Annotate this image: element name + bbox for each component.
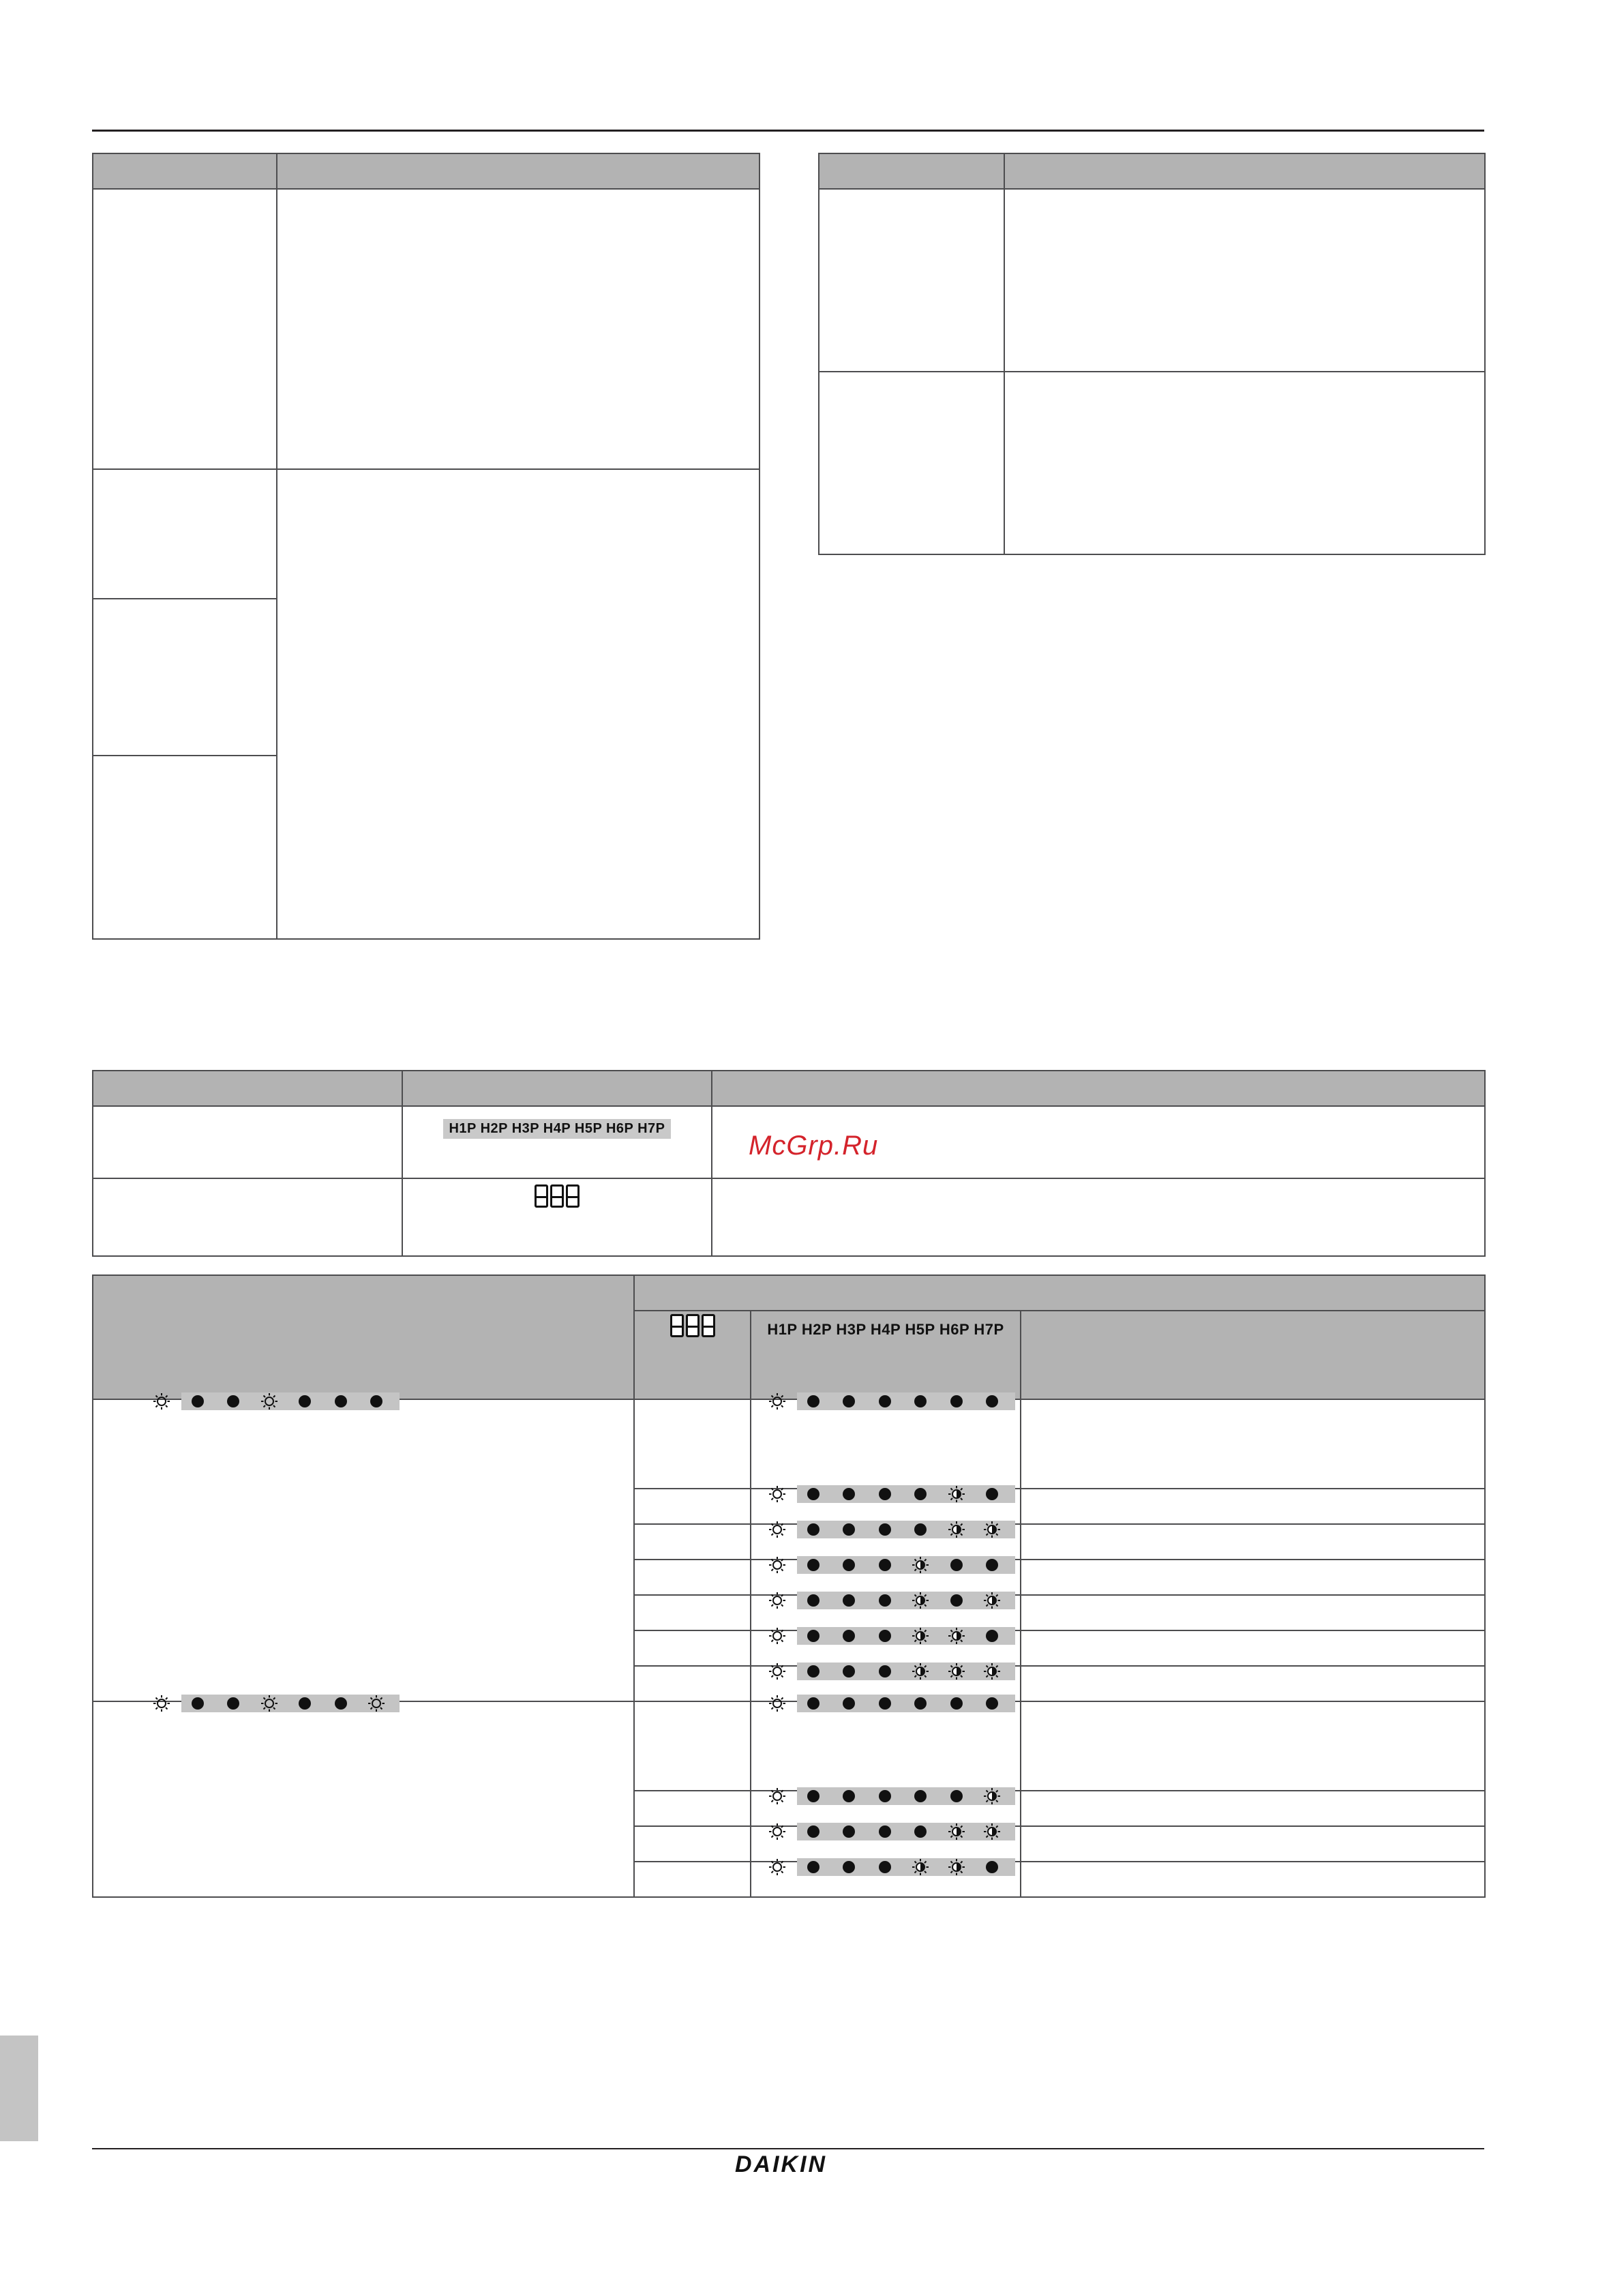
led-blink-icon	[948, 1521, 965, 1542]
led-off-icon	[807, 1395, 819, 1407]
led-bar	[797, 1858, 1015, 1876]
table-cell	[402, 1178, 712, 1256]
led-off-icon	[986, 1488, 998, 1500]
table-cell	[634, 1862, 751, 1897]
table-cell	[93, 1701, 634, 1897]
led-on-icon	[768, 1521, 786, 1542]
led-label-row: H1P H2P H3P H4P H5P H6P H7P	[767, 1321, 1004, 1338]
led-on-icon	[768, 1695, 786, 1716]
led-on-icon	[260, 1392, 278, 1414]
led-bar	[797, 1695, 1015, 1712]
settings-table-left	[92, 153, 760, 940]
led-blink-icon	[948, 1858, 965, 1879]
led-bar	[797, 1392, 1015, 1410]
header-cell	[93, 1071, 402, 1106]
header-cell	[751, 1311, 1021, 1399]
header-rule	[92, 130, 1484, 132]
led-on-icon	[768, 1787, 786, 1808]
led-off-icon	[335, 1395, 347, 1407]
led-on-icon	[768, 1823, 786, 1844]
table-cell	[277, 189, 760, 469]
table-cell	[1021, 1595, 1485, 1630]
table-cell	[402, 1106, 712, 1178]
table-cell	[93, 189, 277, 469]
led-blink-icon	[912, 1663, 929, 1684]
led-off-icon	[879, 1559, 891, 1571]
led-blink-icon	[983, 1521, 1001, 1542]
led-off-icon	[914, 1790, 927, 1802]
table-cell	[93, 1178, 402, 1256]
led-blink-icon	[948, 1823, 965, 1844]
led-off-icon	[950, 1594, 963, 1607]
daikin-logo: DAIKIN	[735, 2151, 828, 2177]
table-cell	[1021, 1630, 1485, 1666]
table-cell	[1021, 1489, 1485, 1524]
led-off-icon	[879, 1488, 891, 1500]
led-off-icon	[807, 1697, 819, 1710]
led-on-icon	[153, 1392, 170, 1414]
table-cell	[1004, 189, 1485, 372]
table-cell	[634, 1630, 751, 1666]
header-cell	[712, 1071, 1485, 1106]
table-cell	[819, 189, 1004, 372]
led-off-icon	[843, 1594, 855, 1607]
led-bar	[797, 1485, 1015, 1503]
led-on-icon	[768, 1663, 786, 1684]
table-cell	[751, 1701, 1021, 1791]
table-cell	[634, 1489, 751, 1524]
table-cell	[634, 1560, 751, 1595]
led-blink-icon	[912, 1627, 929, 1648]
table-cell	[634, 1791, 751, 1826]
led-off-icon	[843, 1790, 855, 1802]
header-cell	[93, 153, 277, 189]
led-on-icon	[768, 1392, 786, 1414]
table-cell	[93, 1399, 634, 1701]
led-off-icon	[914, 1825, 927, 1838]
led-off-icon	[843, 1523, 855, 1536]
led-blink-icon	[948, 1627, 965, 1648]
led-blink-icon	[983, 1592, 1001, 1613]
led-off-icon	[807, 1594, 819, 1607]
led-off-icon	[335, 1697, 347, 1710]
led-bar	[797, 1627, 1015, 1645]
led-off-icon	[986, 1395, 998, 1407]
table-cell	[1021, 1791, 1485, 1826]
led-off-icon	[843, 1861, 855, 1873]
led-on-icon	[768, 1485, 786, 1506]
led-off-icon	[986, 1559, 998, 1571]
led-off-icon	[370, 1395, 382, 1407]
led-off-icon	[879, 1861, 891, 1873]
led-off-icon	[843, 1395, 855, 1407]
led-off-icon	[807, 1488, 819, 1500]
led-on-icon	[260, 1695, 278, 1716]
table-cell	[634, 1701, 751, 1791]
led-on-icon	[367, 1695, 385, 1716]
led-on-icon	[768, 1592, 786, 1613]
led-off-icon	[807, 1861, 819, 1873]
led-bar	[181, 1392, 400, 1410]
header-cell	[277, 153, 760, 189]
led-off-icon	[986, 1630, 998, 1642]
led-off-icon	[950, 1790, 963, 1802]
led-off-icon	[879, 1665, 891, 1678]
led-on-icon	[768, 1858, 786, 1879]
table-cell	[93, 756, 277, 939]
led-off-icon	[192, 1395, 204, 1407]
table-cell	[1021, 1524, 1485, 1560]
led-blink-icon	[948, 1663, 965, 1684]
led-off-icon	[986, 1861, 998, 1873]
header-cell	[1021, 1311, 1485, 1399]
led-off-icon	[879, 1697, 891, 1710]
led-off-icon	[986, 1697, 998, 1710]
header-cell	[634, 1311, 751, 1399]
led-off-icon	[192, 1697, 204, 1710]
table-cell	[634, 1826, 751, 1862]
led-off-icon	[879, 1395, 891, 1407]
led-off-icon	[807, 1523, 819, 1536]
led-blink-icon	[948, 1485, 965, 1506]
led-off-icon	[879, 1825, 891, 1838]
led-off-icon	[299, 1395, 311, 1407]
led-off-icon	[807, 1559, 819, 1571]
header-cell	[93, 1275, 634, 1399]
led-bar	[797, 1556, 1015, 1574]
led-off-icon	[914, 1488, 927, 1500]
led-off-icon	[879, 1523, 891, 1536]
table-cell	[93, 469, 277, 599]
led-off-icon	[843, 1825, 855, 1838]
table-cell	[751, 1399, 1021, 1489]
table-cell	[1021, 1862, 1485, 1897]
display-table	[92, 1070, 1486, 1257]
settings-table-right	[818, 153, 1486, 555]
led-off-icon	[879, 1594, 891, 1607]
led-off-icon	[807, 1665, 819, 1678]
table-cell	[634, 1595, 751, 1630]
led-on-icon	[768, 1556, 786, 1577]
led-blink-icon	[983, 1787, 1001, 1808]
header-cell	[402, 1071, 712, 1106]
header-cell	[634, 1275, 1485, 1311]
table-cell	[1021, 1826, 1485, 1862]
led-off-icon	[879, 1790, 891, 1802]
header-cell	[819, 153, 1004, 189]
led-off-icon	[227, 1395, 239, 1407]
header-cell	[1004, 153, 1485, 189]
led-blink-icon	[912, 1556, 929, 1577]
status-table	[92, 1274, 1486, 1898]
led-off-icon	[807, 1825, 819, 1838]
led-blink-icon	[912, 1592, 929, 1613]
led-off-icon	[807, 1630, 819, 1642]
table-cell	[93, 599, 277, 756]
table-cell	[634, 1399, 751, 1489]
led-off-icon	[914, 1523, 927, 1536]
led-on-icon	[768, 1627, 786, 1648]
led-off-icon	[914, 1697, 927, 1710]
led-off-icon	[950, 1697, 963, 1710]
table-cell	[1021, 1399, 1485, 1489]
table-cell	[1021, 1701, 1485, 1791]
footer-rule	[92, 2148, 1484, 2149]
led-off-icon	[950, 1559, 963, 1571]
table-cell	[277, 469, 760, 939]
table-cell	[634, 1524, 751, 1560]
led-off-icon	[299, 1697, 311, 1710]
led-off-icon	[843, 1697, 855, 1710]
led-off-icon	[843, 1665, 855, 1678]
side-tab	[0, 2036, 38, 2141]
led-off-icon	[843, 1488, 855, 1500]
led-blink-icon	[912, 1858, 929, 1879]
led-off-icon	[227, 1697, 239, 1710]
led-blink-icon	[983, 1823, 1001, 1844]
table-cell	[1021, 1560, 1485, 1595]
led-on-icon	[153, 1695, 170, 1716]
table-cell	[93, 1106, 402, 1178]
led-off-icon	[914, 1395, 927, 1407]
led-off-icon	[843, 1630, 855, 1642]
watermark: McGrp.Ru	[749, 1131, 879, 1161]
table-cell	[1004, 372, 1485, 554]
led-off-icon	[879, 1630, 891, 1642]
table-cell	[712, 1178, 1485, 1256]
led-off-icon	[950, 1395, 963, 1407]
seven-segment-display-icon	[535, 1184, 580, 1208]
table-cell	[634, 1666, 751, 1701]
seven-segment-display-icon	[670, 1314, 715, 1337]
led-blink-icon	[983, 1663, 1001, 1684]
led-off-icon	[843, 1559, 855, 1571]
led-off-icon	[807, 1790, 819, 1802]
table-cell	[1021, 1666, 1485, 1701]
table-cell	[819, 372, 1004, 554]
led-label-row: H1P H2P H3P H4P H5P H6P H7P	[443, 1119, 670, 1139]
